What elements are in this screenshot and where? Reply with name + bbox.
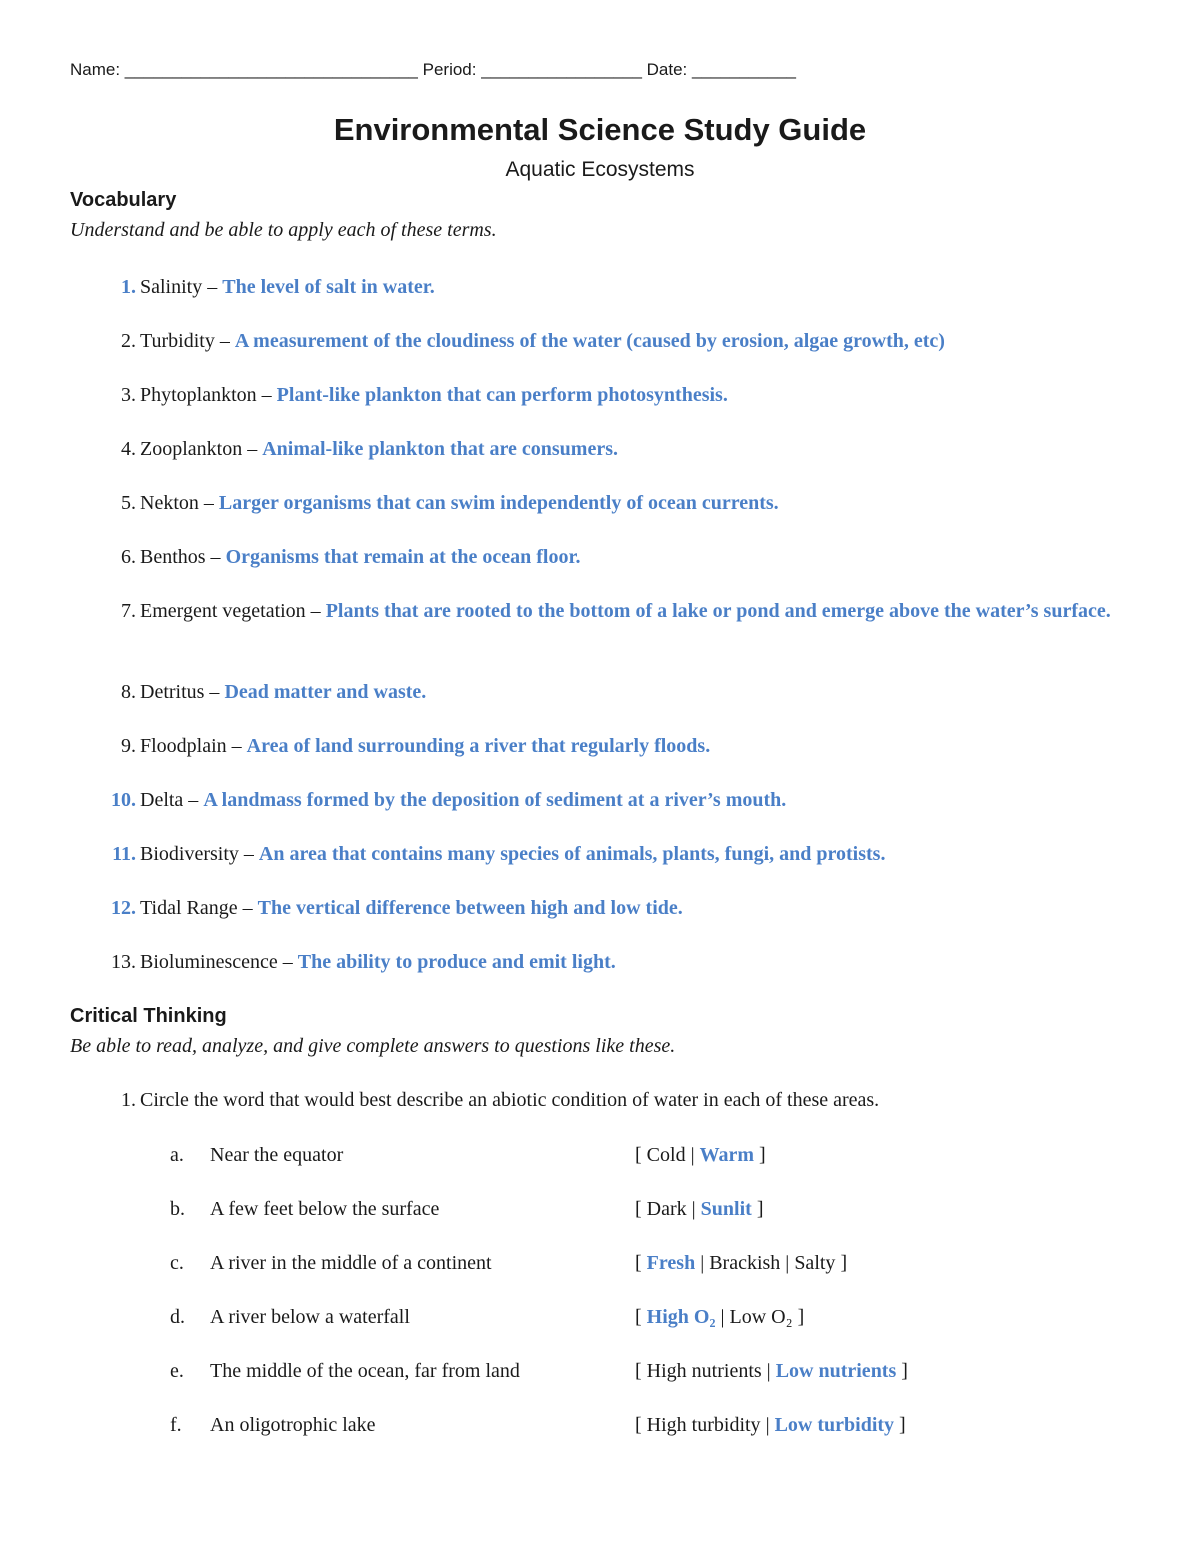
vocab-number: 4. — [121, 438, 136, 460]
option-correct[interactable]: High O₂ — [646, 1306, 716, 1328]
vocab-item-salinity — [100, 273, 1140, 301]
option[interactable]: Cold — [646, 1144, 686, 1166]
bracket-open: [ — [635, 1306, 647, 1328]
vocab-term: Zooplankton – — [140, 438, 263, 460]
vocab-definition: Area of land surrounding a river that regularly floods. — [246, 735, 711, 757]
vocab-definition: Organisms that remain at the ocean floor. — [225, 546, 581, 568]
vocab-number: 7. — [121, 600, 136, 622]
sub-item-letter: f. — [170, 1414, 182, 1436]
vocab-item-nekton — [100, 489, 1140, 517]
vocab-number: 8. — [121, 681, 136, 703]
vocab-number: 3. — [121, 384, 136, 406]
vocab-definition: The vertical difference between high and low tide. — [257, 897, 683, 919]
vocab-term: Delta – — [140, 789, 204, 811]
question-number: 1. — [121, 1089, 136, 1111]
vocabulary-description: Understand and be able to apply each of these terms. — [70, 219, 497, 241]
sub-item-letter: a. — [170, 1144, 184, 1166]
vocab-term: Salinity – — [140, 276, 223, 298]
option[interactable]: Brackish — [709, 1252, 781, 1274]
option-correct[interactable]: Warm — [699, 1144, 755, 1166]
vocab-definition: The ability to produce and emit light. — [297, 951, 616, 973]
bracket-open: [ — [635, 1252, 647, 1274]
vocab-term: Emergent vegetation – — [140, 600, 326, 622]
option[interactable]: High turbidity — [646, 1414, 761, 1436]
option-correct[interactable]: Low nutrients — [775, 1360, 897, 1382]
sub-item-text: Near the equator — [210, 1144, 344, 1166]
sub-item-text: A few feet below the surface — [210, 1198, 440, 1220]
vocab-definition: Dead matter and waste. — [224, 681, 427, 703]
vocab-term: Detritus – — [140, 681, 225, 703]
vocab-term: Nekton – — [140, 492, 219, 514]
vocab-definition: A measurement of the cloudiness of the water (caused by erosion, algae growth, etc) — [234, 330, 945, 352]
vocab-term: Bioluminescence – — [140, 951, 298, 973]
sub-item-b — [170, 1195, 764, 1223]
vocab-item-zooplankton — [100, 435, 1140, 463]
page-subtitle: Aquatic Ecosystems — [505, 158, 695, 181]
vocab-term: Turbidity – — [140, 330, 235, 352]
vocabulary-heading: Vocabulary — [70, 189, 177, 211]
question-text: Circle the word that would best describe an abiotic condition of water in each of these areas. — [140, 1089, 880, 1111]
vocab-item-tidal-range — [100, 894, 1140, 922]
option[interactable]: Salty — [794, 1252, 836, 1274]
sub-item-f — [170, 1411, 906, 1439]
sub-item-d — [170, 1303, 805, 1331]
vocab-definition: Plant-like plankton that can perform photosynthesis. — [276, 384, 728, 406]
sub-item-e — [170, 1357, 908, 1385]
sub-item-letter: c. — [170, 1252, 184, 1274]
sub-item-text: An oligotrophic lake — [210, 1414, 376, 1436]
bracket-open: [ — [635, 1144, 647, 1166]
vocab-item-turbidity — [100, 327, 1140, 355]
vocab-definition: The level of salt in water. — [222, 276, 435, 298]
bracket-close: ] — [835, 1252, 848, 1274]
option-correct[interactable]: Sunlit — [700, 1198, 752, 1220]
bracket-close: ] — [894, 1414, 906, 1436]
vocab-item-delta — [100, 786, 1140, 814]
student-info-line: Name: _______________________________ Period: _________________ Date: ___________ — [70, 60, 797, 79]
vocab-item-emergent-vegetation — [100, 597, 1140, 625]
option-correct[interactable]: Low turbidity — [774, 1414, 895, 1436]
bracket-close: ] — [751, 1198, 764, 1220]
option-separator: | — [695, 1252, 710, 1274]
sub-item-letter: e. — [170, 1360, 184, 1382]
vocab-item-detritus — [100, 678, 1140, 706]
option-separator: | — [761, 1360, 776, 1382]
option-correct[interactable]: Fresh — [646, 1252, 696, 1274]
vocab-definition: Larger organisms that can swim independently of ocean currents. — [218, 492, 779, 514]
answer-options — [635, 1195, 764, 1223]
option[interactable]: Low O₂ — [729, 1306, 793, 1328]
vocab-item-phytoplankton — [100, 381, 1140, 409]
vocab-definition: A landmass formed by the deposition of sediment at a river’s mouth. — [203, 789, 787, 811]
vocab-term: Tidal Range – — [140, 897, 258, 919]
vocab-item-floodplain — [100, 732, 1140, 760]
vocab-term: Phytoplankton – — [140, 384, 277, 406]
answer-options — [635, 1411, 906, 1439]
critical-thinking-heading: Critical Thinking — [70, 1005, 227, 1027]
vocab-term: Biodiversity – — [140, 843, 259, 865]
vocab-number: 5. — [121, 492, 136, 514]
option[interactable]: Dark — [646, 1198, 687, 1220]
vocab-number: 1. — [121, 276, 136, 298]
vocab-term: Floodplain – — [140, 735, 247, 757]
vocab-number: 6. — [121, 546, 136, 568]
vocab-definition: Plants that are rooted to the bottom of a lake or pond and emerge above the water’s surface. — [325, 600, 1111, 622]
bracket-open: [ — [635, 1414, 647, 1436]
bracket-close: ] — [896, 1360, 908, 1382]
vocab-item-benthos — [100, 543, 1140, 571]
vocab-number: 10. — [111, 789, 136, 811]
answer-options — [635, 1249, 847, 1277]
critical-thinking-description: Be able to read, analyze, and give complete answers to questions like these. — [70, 1035, 676, 1057]
page-title: Environmental Science Study Guide — [333, 112, 867, 147]
answer-options — [635, 1303, 804, 1331]
option[interactable]: High nutrients — [646, 1360, 762, 1382]
vocab-number: 2. — [121, 330, 136, 352]
vocab-term: Benthos – — [140, 546, 226, 568]
sub-item-text: The middle of the ocean, far from land — [210, 1360, 520, 1382]
vocab-number: 9. — [121, 735, 136, 757]
sub-item-c — [170, 1249, 848, 1277]
option-separator: | — [685, 1144, 700, 1166]
option-separator: | — [780, 1252, 795, 1274]
vocab-definition: An area that contains many species of animals, plants, fungi, and protists. — [258, 843, 886, 865]
sub-item-letter: d. — [170, 1306, 185, 1328]
answer-options — [635, 1141, 766, 1169]
sub-item-text: A river in the middle of a continent — [210, 1252, 492, 1274]
question-1 — [100, 1086, 1140, 1114]
vocab-item-biodiversity — [100, 840, 1140, 868]
bracket-close: ] — [792, 1306, 805, 1328]
bracket-open: [ — [635, 1198, 647, 1220]
option-separator: | — [715, 1306, 730, 1328]
option-separator: | — [686, 1198, 701, 1220]
sub-item-text: A river below a waterfall — [210, 1306, 410, 1328]
vocab-item-bioluminescence — [100, 948, 1140, 976]
bracket-close: ] — [754, 1144, 766, 1166]
bracket-open: [ — [635, 1360, 647, 1382]
vocab-number: 11. — [112, 843, 136, 865]
vocab-definition: Animal-like plankton that are consumers. — [262, 438, 618, 460]
sub-item-letter: b. — [170, 1198, 185, 1220]
sub-item-a — [170, 1141, 766, 1169]
vocab-number: 12. — [111, 897, 136, 919]
answer-options — [635, 1357, 908, 1385]
vocab-number: 13. — [111, 951, 136, 973]
option-separator: | — [760, 1414, 775, 1436]
